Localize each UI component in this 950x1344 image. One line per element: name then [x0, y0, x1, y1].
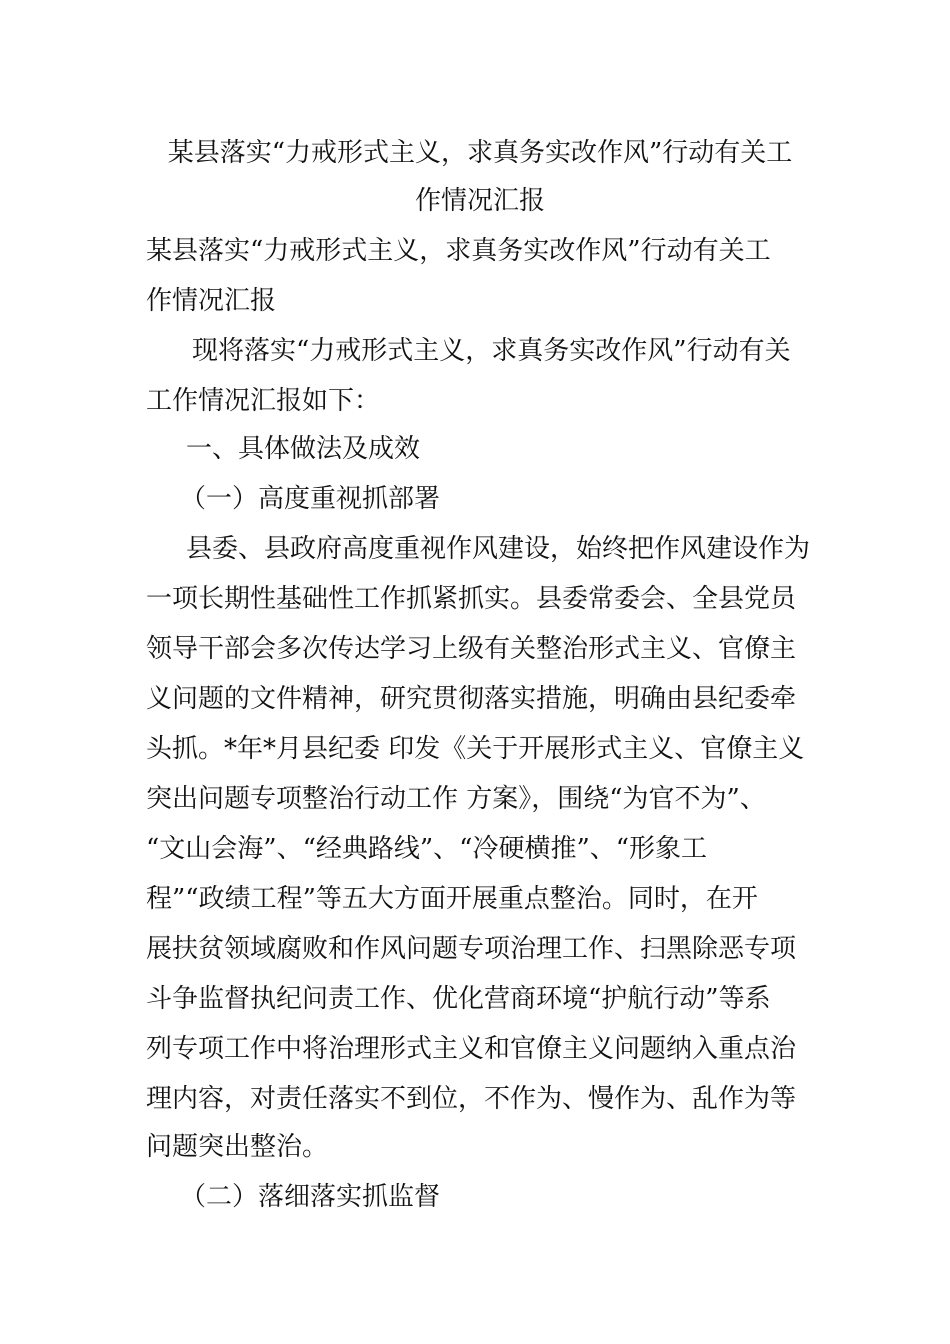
subtitle-line-2: 作情况汇报	[146, 286, 277, 316]
paragraph-1-line-5: 头抓。*年*月县纪委 印发《关于开展形式主义、官僚主义	[146, 734, 805, 764]
paragraph-1-line-6: 突出问题专项整治行动工作 方案》，围绕“为官不为”、	[146, 784, 766, 814]
paragraph-1-line-11: 列专项工作中将治理形式主义和官僚主义问题纳入重点治	[146, 1034, 797, 1064]
paragraph-1-line-8: 程”“政绩工程”等五大方面开展重点整治。同时，在开	[146, 884, 758, 914]
paragraph-1-line-10: 斗争监督执纪问责工作、优化营商环境“护航行动”等系	[146, 984, 771, 1014]
paragraph-1-line-3: 领导干部会多次传达学习上级有关整治形式主义、官僚主	[146, 634, 797, 664]
subsection-2-heading: （二）落细落实抓监督	[180, 1182, 441, 1212]
paragraph-1-line-4: 义问题的文件精神，研究贯彻落实措施，明确由县纪委牵	[146, 684, 797, 714]
paragraph-1-line-13: 问题突出整治。	[146, 1132, 329, 1162]
paragraph-1-line-9: 展扶贫领域腐败和作风问题专项治理工作、扫黑除恶专项	[146, 934, 797, 964]
paragraph-1-line-12: 理内容，对责任落实不到位，不作为、慢作为、乱作为等	[146, 1084, 797, 1114]
section-1-heading: 一、具体做法及成效	[186, 434, 421, 464]
intro-line-1: 现将落实“力戒形式主义，求真务实改作风”行动有关	[192, 336, 791, 366]
intro-line-2: 工作情况汇报如下：	[146, 386, 381, 416]
document-title-line-2: 作情况汇报	[414, 186, 545, 216]
document-title-line-1: 某县落实“力戒形式主义，求真务实改作风”行动有关工	[167, 138, 793, 168]
subsection-1-heading: （一）高度重视抓部署	[180, 484, 441, 514]
paragraph-1-line-1: 县委、县政府高度重视作风建设，始终把作风建设作为	[186, 534, 811, 564]
subtitle-line-1: 某县落实“力戒形式主义，求真务实改作风”行动有关工	[146, 236, 771, 266]
paragraph-1-line-2: 一项长期性基础性工作抓紧抓实。县委常委会、全县党员	[146, 584, 797, 614]
paragraph-1-line-7: “文山会海”、“经典路线”、“冷硬横推”、“形象工	[146, 834, 708, 864]
